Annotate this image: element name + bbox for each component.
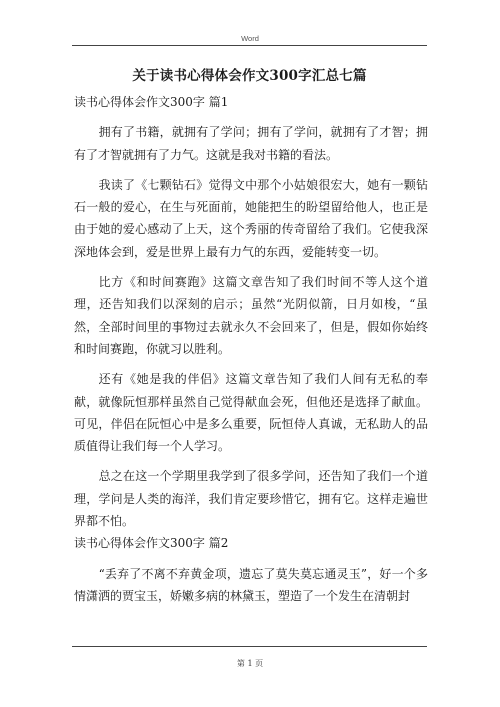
paragraph: 拥有了书籍，就拥有了学问；拥有了学问，就拥有了才智；拥有了才智就拥有了力气。这就是我对书籍的看法。 — [74, 125, 428, 162]
paragraph: 总之在这一个学期里我学到了很多学问，还告知了我们一个道理，学问是人类的海洋，我们肯定要珍惜它，拥有它。这样走遍世界都不怕。 — [74, 469, 428, 529]
section-heading-2: 读书心得体会作文300字 篇2 — [74, 536, 229, 551]
section-heading-1: 读书心得体会作文300字 篇1 — [74, 95, 229, 109]
footer-divider — [72, 646, 427, 647]
paragraph: 比方《和时间赛跑》这篇文章告知了我们时间不等人这个道理，还告知我们以深刻的启示；虽然“光阴似箭，日月如梭，“虽然，全部时间里的事物过去就永久不会回来了，但是，假如你始终和时间赛跑，你就习以胜利。 — [74, 275, 428, 356]
page-number: 第 1 页 — [236, 659, 264, 668]
document-body — [74, 91, 428, 607]
paragraph: “丢弃了不离不弃黄金项，遗忘了莫失莫忘通灵玉”，好一个多情潇洒的贾宝玉，娇嫩多病的林黛玉，塑造了一个发生在清朝封 — [74, 566, 428, 603]
paragraph: 还有《她是我的伴侣》这篇文章告知了我们人间有无私的奉献，就像阮恒那样虽然自己觉得献血会死，但他还是选择了献血。可见，伴侣在阮恒心中是多么重要，阮恒侍人真诚，无私助人的品质值得让我们每一个人学习。 — [74, 372, 428, 454]
header-divider — [72, 45, 427, 46]
header-app-label: Word — [241, 34, 259, 43]
paragraph: 我读了《七颗钻石》觉得文中那个小姑娘很宏大，她有一颗钻石一般的爱心，在生与死面前，她能把生的盼望留给他人，也正是由于她的爱心感动了上天，这个秀丽的传奇留给了我们。它使我深深地体会到，爱是世界上最有力气的东西，爱能转变一切。 — [74, 177, 428, 259]
document-title: 关于读书心得体会作文300字汇总七篇 — [132, 68, 367, 84]
